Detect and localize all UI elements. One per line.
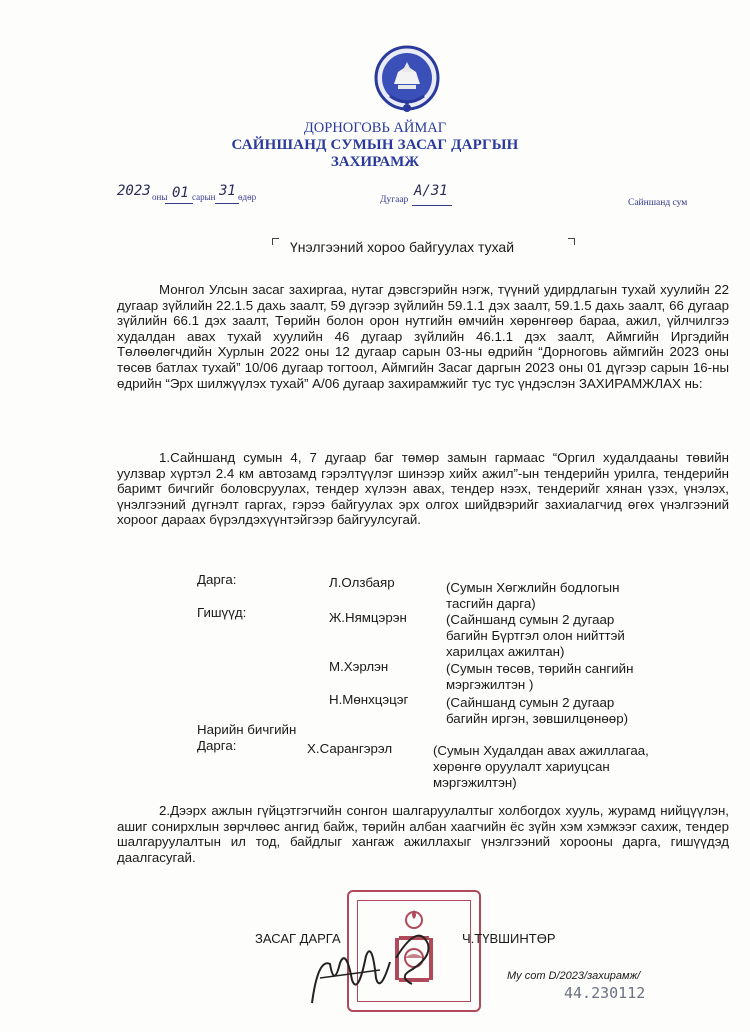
chair-label: Дарга:: [197, 572, 237, 587]
title-corner-right: [568, 238, 575, 245]
date-year-suffix: оны: [152, 192, 168, 202]
document-reference: My com D/2023/захирамж/: [507, 970, 641, 982]
chair-role-1: (Сумын Хөгжлийн бодлогын: [446, 580, 620, 595]
clause-2-paragraph: 2.Дээрх ажлын гүйцэтгэгчийн сонгон шалгаруулалтыг холбогдох хууль, журамд нийцүүлэн, ашиг сонирхлын зөрчлөөс ангид байж, төрийн албан хаагчийн ёс зүйн хэм хэмжээг сахиж, тендер шалгаруулалтын ил тод, байдлыг хангаж ажиллахыг үнэлгээний хорооны дарга, гишүүдэд даалгасугай.: [117, 803, 729, 865]
date-month: 01: [172, 185, 189, 201]
secretary-role-1: (Сумын Худалдан авах ажиллагаа,: [433, 743, 649, 758]
secretary-role-3: мэргэжилтэн): [433, 775, 517, 790]
member-3-role-1: (Сайншанд сумын 2 дугаар: [446, 695, 615, 710]
chair-role-2: тасгийн дарга): [446, 596, 536, 611]
preamble-paragraph: Монгол Улсын засаг захиргаа, нутаг дэвсгэрийн нэгж, түүний удирдлагын тухай хуулийн 22 дугаар зүйлийн 22.1.5 дахь заалт, 59 дүгээр зүйлийн 59.1.1 дэх заалт, 59.1.5 дахь заалт, 66 дугаар зүйлийн 66.1 дэх заалт, Төрийн болон орон нутгийн өмчийн хөрөнгөөр бараа, ажил, үйлчилгээ худалдан авах тухай хуулийн 46 дугаар зүйлийн 46.1.1 дэх заалт, Аймгийн Иргэдийн Төлөөлөгчдийн Хурлын 2022 оны 12 дугаар сарын 03-ны өдрийн “Дорноговь аймгийн 2023 оны төсөв батлах тухай” 10/06 дугаар тогтоол, Аймгийн Засаг даргын 2023 оны 01 дүгээр сарын 16-ны өдрийн “Эрх шилжүүлэх тухай” А/06 дугаар захирамжийг тус тус үндэслэн ЗАХИРАМЖЛАХ нь:: [117, 282, 729, 391]
clause-1-paragraph: 1.Сайншанд сумын 4, 7 дугаар баг төмөр замын гармаас “Оргил худалдааны төвийн уулзвар хүртэл 2.4 км автозамд гэрэлтүүлэг шинээр хийх ажил”-ын тендерийн урилга, тендерийн баримт бичгийг боловсруулах, тендер хүлээн авах, тендер нээх, тендерийг хянан үзэх, үнэлэх, үнэлгээний дүгнэлт гаргах, гэрээ байгуулах эрх олгох шийдвэрийг захиалагчид өгөх үнэлгээний хороог дараах бүрэлдэхүүнтэйгээр байгуулсугай.: [117, 450, 729, 528]
member-2-role-1: (Сумын төсөв, төрийн сангийн: [446, 661, 634, 676]
secretary-name: Х.Сарангэрэл: [307, 741, 393, 756]
members-label: Гишүүд:: [197, 605, 247, 620]
number-label: Дугаар: [380, 195, 409, 205]
org-line-aimag: ДОРНОГОВЬ АЙМАГ: [303, 120, 447, 136]
chair-name: Л.Олзбаяр: [329, 575, 395, 590]
signatory-name: Ч.ТҮВШИНТӨР: [462, 931, 556, 946]
member-1-role-1: (Сайншанд сумын 2 дугаар: [446, 612, 615, 627]
number-value: А/31: [414, 183, 448, 199]
place-label: Сайншанд сум: [628, 198, 688, 208]
secretary-label-1: Нарийн бичгийн: [197, 722, 297, 737]
date-day-suffix: өдөр: [238, 192, 257, 202]
state-emblem-icon: [372, 44, 442, 116]
member-3-role-2: багийн иргэн, зөвшилцөнөөр): [446, 711, 629, 726]
date-day: 31: [219, 183, 236, 199]
member-2-name: М.Хэрлэн: [329, 659, 389, 674]
member-1-role-2: багийн Бүртгэл олон нийттэй: [446, 628, 625, 643]
member-2-role-2: мэргэжилтэн ): [446, 677, 534, 692]
serial-number: 44.230112: [564, 984, 646, 1002]
secretary-label-2: Дарга:: [197, 738, 237, 753]
document-title: Үнэлгээний хороо байгуулах тухай: [290, 239, 515, 255]
member-1-name: Ж.Нямцэрэн: [329, 610, 407, 625]
date-number-line: [0, 183, 750, 213]
title-corner-left: [272, 238, 279, 245]
date-year: 2023: [117, 183, 151, 199]
document-type: ЗАХИРАМЖ: [330, 154, 420, 170]
signatory-title: ЗАСАГ ДАРГА: [255, 931, 341, 946]
org-line-governor: САЙНШАНД СУМЫН ЗАСАГ ДАРГЫН: [231, 137, 519, 153]
date-month-suffix: сарын: [192, 192, 216, 202]
member-1-role-3: харилцах ажилтан): [446, 644, 565, 659]
secretary-role-2: хөрөнгө оруулалт хариуцсан: [433, 759, 610, 774]
member-3-name: Н.Мөнхцэцэг: [329, 692, 409, 707]
